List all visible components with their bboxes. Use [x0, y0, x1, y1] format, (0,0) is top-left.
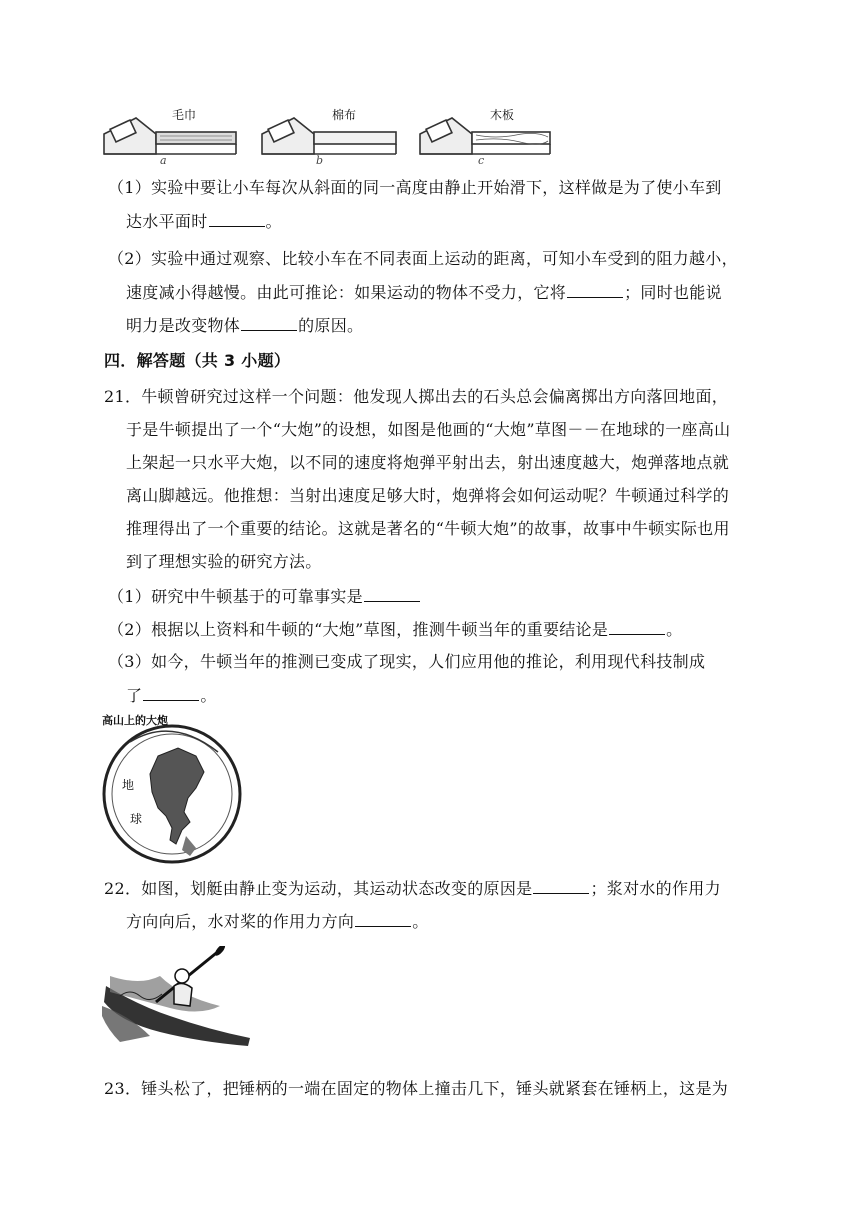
ramp-b [262, 118, 396, 154]
q21-sub2-end: 。 [666, 620, 683, 639]
q20-part2-text-d: 的原因。 [298, 316, 364, 335]
q21-sub3-end: 。 [200, 686, 217, 705]
section-heading: 四．解答题（共 3 小题） [104, 351, 291, 370]
q20-part1-text-a: 达水平面时 [126, 212, 208, 231]
answer-blank[interactable] [533, 877, 589, 894]
ramp-c-letter: c [478, 154, 485, 167]
q21-sub3-line2 [126, 684, 217, 707]
globe-text-earth-1: 地 [122, 778, 135, 792]
q22-text-d: 。 [412, 912, 429, 931]
answer-blank[interactable] [567, 281, 623, 298]
q21-sub3-text: 了 [126, 686, 143, 705]
q21-line2: 于是牛顿提出了一个“大炮”的设想，如图是他画的“大炮”草图－－在地球的一座高山 [126, 420, 731, 439]
ramp-c [420, 118, 550, 154]
answer-blank[interactable] [364, 585, 420, 602]
q21-line3: 上架起一只水平大炮，以不同的速度将炮弹平射出去，射出速度越大，炮弹落地点就 [126, 453, 730, 472]
q20-part2-line1: （2）实验中通过观察、比较小车在不同表面上运动的距离，可知小车受到的阻力越小， [108, 249, 738, 268]
q20-part2-line2 [126, 281, 722, 304]
answer-blank[interactable] [355, 910, 411, 927]
q20-part2-text-a: 速度减小得越慢。由此可推论：如果运动的物体不受力，它将 [126, 283, 567, 302]
q21-sub1 [108, 585, 421, 608]
ramps-figure [100, 104, 560, 170]
kayak-illustration [100, 946, 252, 1050]
q20-part1-line1: （1）实验中要让小车每次从斜面的同一高度由静止开始滑下，这样做是为了使小车到 [108, 178, 722, 197]
q22-line1 [104, 877, 721, 900]
ramp-a-letter: a [160, 154, 167, 167]
answer-blank[interactable] [209, 210, 265, 227]
globe-text-earth-2: 球 [130, 812, 143, 826]
q22-text-b: ；浆对水的作用力 [590, 879, 721, 898]
kayak-figure [100, 946, 252, 1050]
q20-part2-line3 [126, 314, 363, 337]
answer-blank[interactable] [143, 684, 199, 701]
ramp-a [104, 118, 236, 154]
q22-text-c: 方向向后，水对桨的作用力方向 [126, 912, 355, 931]
globe-label: 高山上的大炮 [102, 714, 168, 727]
ramp-b-label: 棉布 [332, 108, 357, 122]
q21-sub2 [108, 618, 682, 641]
q20-part2-text-c: 明力是改变物体 [126, 316, 241, 335]
answer-blank[interactable] [241, 314, 297, 331]
q21-sub3-line1: （3）如今，牛顿当年的推测已变成了现实，人们应用他的推论，利用现代科技制成 [108, 652, 706, 671]
q20-part1-line2 [126, 210, 282, 233]
ramp-b-letter: b [316, 154, 324, 167]
answer-blank[interactable] [609, 618, 665, 635]
q21-line4: 离山脚越远。他推想：当射出速度足够大时，炮弹将会如何运动呢？牛顿通过科学的 [126, 486, 730, 505]
q20-part1-text-b: 。 [265, 212, 282, 231]
globe-figure [100, 712, 246, 864]
q21-line5: 推理得出了一个重要的结论。这就是著名的“牛顿大炮”的故事，故事中牛顿实际也用 [126, 519, 730, 538]
ramp-c-label: 木板 [490, 108, 515, 122]
q20-part2-text-b: ；同时也能说 [624, 283, 722, 302]
q21-line1: 21．牛顿曾研究过这样一个问题：他发现人掷出去的石头总会偏离掷出方向落回地面， [104, 387, 729, 406]
q21-line6: 到了理想实验的研究方法。 [126, 552, 322, 571]
ramp-a-label: 毛巾 [172, 108, 197, 122]
q22-line2 [126, 910, 429, 933]
q23-line1: 23．锤头松了，把锤柄的一端在固定的物体上撞击几下，锤头就紧套在锤柄上，这是为 [104, 1079, 729, 1098]
q21-sub1-text: （1）研究中牛顿基于的可靠事实是 [108, 587, 363, 606]
q22-text-a: 22．如图，划艇由静止变为运动，其运动状态改变的原因是 [104, 879, 533, 898]
q21-sub2-text: （2）根据以上资料和牛顿的“大炮”草图，推测牛顿当年的重要结论是 [108, 620, 609, 639]
